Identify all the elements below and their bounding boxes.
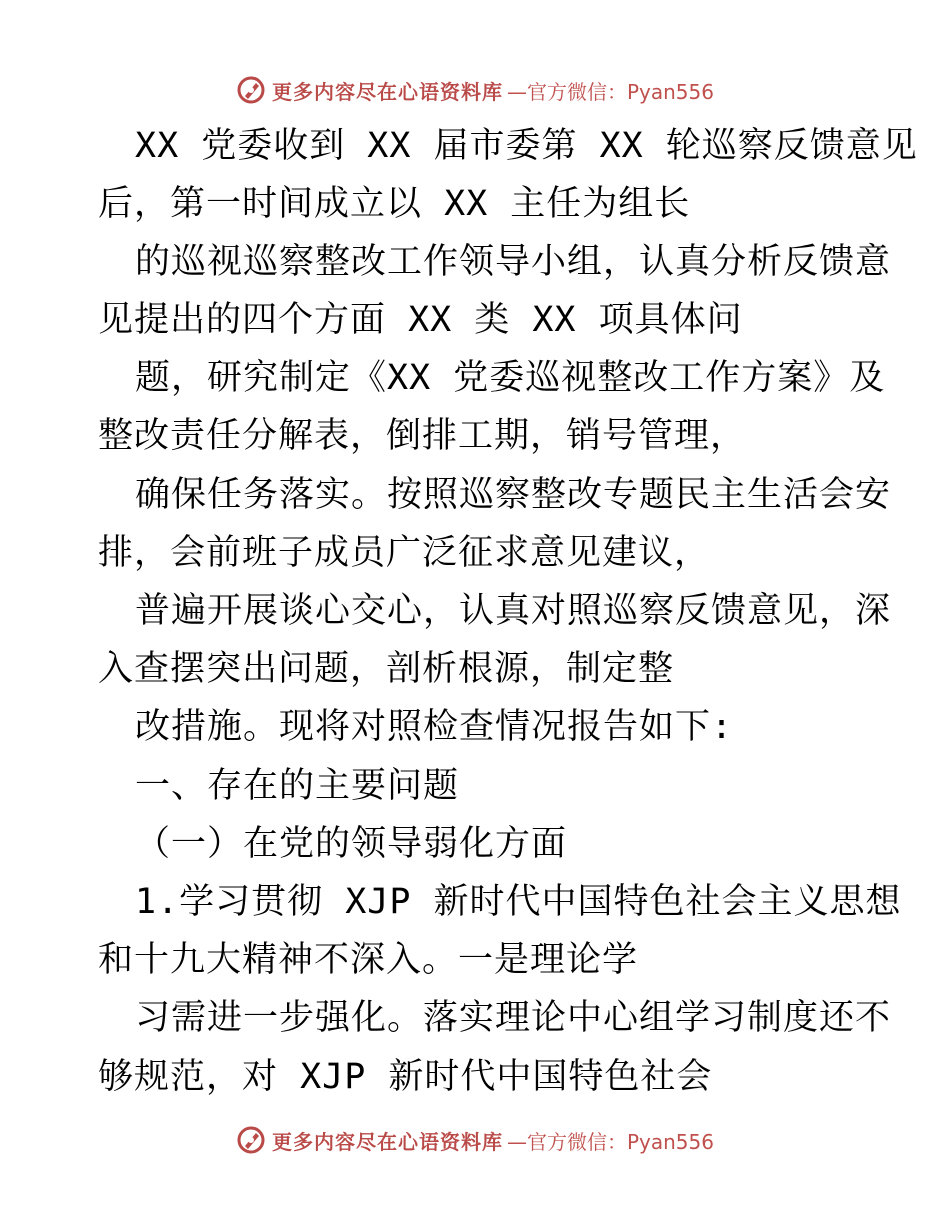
watermark-brand: 更多内容尽在心语资料库 bbox=[271, 79, 503, 104]
watermark-contact: —官方微信：Pyan556 bbox=[506, 1129, 714, 1154]
body-line: 1.学习贯彻 XJP 新时代中国特色社会主义思想 bbox=[135, 882, 902, 922]
body-line: 见提出的四个方面 XX 类 XX 项具体问 bbox=[98, 300, 743, 340]
pen-circle-logo-icon bbox=[236, 75, 266, 105]
body-line: 整改责任分解表，倒排工期，销号管理， bbox=[98, 416, 747, 456]
body-line: 后，第一时间成立以 XX 主任为组长 bbox=[98, 184, 691, 224]
body-line: 普遍开展谈心交心，认真对照巡察反馈意见，深 bbox=[135, 591, 892, 631]
header-watermark bbox=[0, 70, 950, 110]
body-line: XX 党委收到 XX 届市委第 XX 轮巡察反馈意见 bbox=[135, 126, 918, 166]
body-line: 习需进一步强化。落实理论中心组学习制度还不 bbox=[135, 998, 892, 1038]
watermark-contact: —官方微信：Pyan556 bbox=[506, 79, 714, 104]
pen-circle-logo-icon bbox=[236, 1125, 266, 1155]
body-line: 题，研究制定《XX 党委巡视整改工作方案》及 bbox=[135, 358, 886, 398]
body-line: 和十九大精神不深入。一是理论学 bbox=[98, 940, 639, 980]
body-line: 够规范，对 XJP 新时代中国特色社会 bbox=[98, 1057, 713, 1097]
body-line: 入查摆突出问题，剖析根源，制定整 bbox=[98, 649, 675, 689]
body-line: 的巡视巡察整改工作领导小组，认真分析反馈意 bbox=[135, 242, 892, 282]
body-line: 改措施。现将对照检查情况报告如下: bbox=[135, 707, 734, 747]
watermark-brand: 更多内容尽在心语资料库 bbox=[271, 1129, 503, 1154]
section-heading: 一、存在的主要问题 bbox=[135, 766, 460, 806]
footer-watermark bbox=[0, 1120, 950, 1160]
body-line: 确保任务落实。按照巡察整改专题民主生活会安 bbox=[135, 475, 892, 515]
subsection-heading: （一）在党的领导弱化方面 bbox=[135, 824, 568, 864]
body-line: 排，会前班子成员广泛征求意见建议， bbox=[98, 533, 711, 573]
